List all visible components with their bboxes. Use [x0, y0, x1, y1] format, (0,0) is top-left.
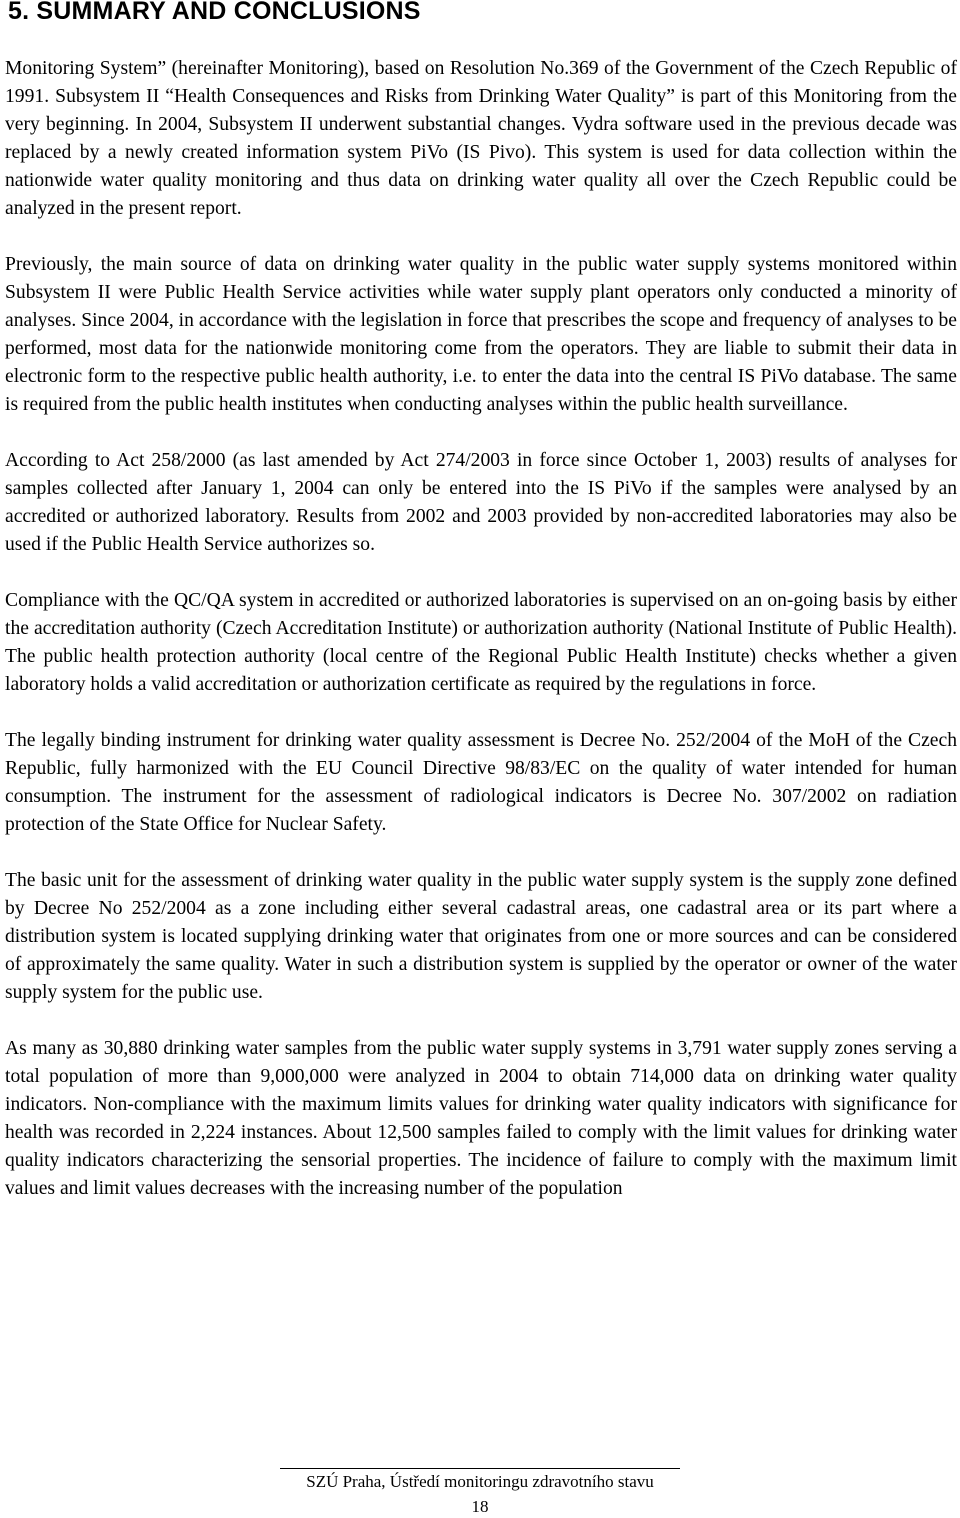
section-heading: 5. SUMMARY AND CONCLUSIONS — [8, 0, 421, 25]
body-text — [5, 55, 957, 1231]
page-number: 18 — [471, 1497, 489, 1516]
paragraph-4: Compliance with the QC/QA system in accredited or authorized laboratories is supervised on an on-going basis by either the accreditation authority (Czech Accreditation Institute) or authorization authority (National Institute of Public Health). The public health protection authority (local centre of the Regional Public Health Institute) checks whether a given laboratory holds a valid accreditation or authorization certificate as required by the regulations in force. — [5, 590, 957, 695]
footer-institution: SZÚ Praha, Ústředí monitoringu zdravotního stavu — [306, 1472, 654, 1491]
paragraph-7: As many as 30,880 drinking water samples from the public water supply systems in 3,791 water supply zones serving a total population of more than 9,000,000 were analyzed in 2004 to obtain 714,000 data on drinking water quality indicators. Non-compliance with the maximum limits values for drinking water quality indicators with significance for health was recorded in 2,224 instances. About 12,500 samples failed to comply with the limit values for drinking water quality indicators characterizing the sensorial properties. The incidence of failure to comply with the maximum limit values and limit values decreases with the increasing number of the population — [5, 1038, 957, 1199]
paragraph-3: According to Act 258/2000 (as last amended by Act 274/2003 in force since October 1, 2003) results of analyses for samples collected after January 1, 2004 can only be entered into the IS PiVo if the samples were analysed by an accredited or authorized laboratory. Results from 2002 and 2003 provided by non-accredited laboratories may also be used if the Public Health Service authorizes so. — [5, 450, 957, 555]
paragraph-1: Monitoring System” (hereinafter Monitoring), based on Resolution No.369 of the Government of the Czech Republic of 1991. Subsystem II “Health Consequences and Risks from Drinking Water Quality” is part of this Monitoring from the very beginning. In 2004, Subsystem II underwent substantial changes. Vydra software used in the previous decade was replaced by a newly created information system PiVo (IS Pivo). This system is used for data collection within the nationwide water quality monitoring and thus data on drinking water quality all over the Czech Republic could be analyzed in the present report. — [5, 58, 957, 219]
paragraph-5: The legally binding instrument for drinking water quality assessment is Decree No. 252/2004 of the MoH of the Czech Republic, fully harmonized with the EU Council Directive 98/83/EC on the quality of water intended for human consumption. The instrument for the assessment of radiological indicators is Decree No. 307/2002 on radiation protection of the State Office for Nuclear Safety. — [5, 730, 957, 835]
footer-divider — [280, 1468, 680, 1469]
paragraph-2: Previously, the main source of data on drinking water quality in the public water supply systems monitored within Subsystem II were Public Health Service activities while water supply plant operators only conducted a minority of analyses. Since 2004, in accordance with the legislation in force that prescribes the scope and frequency of analyses to be performed, most data for the nationwide monitoring come from the operators. They are liable to submit their data in electronic form to the respective public health authority, i.e. to enter the data into the central IS PiVo database. The same is required from the public health institutes when conducting analyses within the public health surveillance. — [5, 254, 957, 415]
paragraph-6: The basic unit for the assessment of drinking water quality in the public water supply system is the supply zone defined by Decree No 252/2004 as a zone including either several cadastral areas, one cadastral area or its part where a distribution system is located supplying drinking water that originates from one or more sources and can be considered of approximately the same quality. Water in such a distribution system is supplied by the operator or owner of the water supply system for the public use. — [5, 870, 957, 1003]
